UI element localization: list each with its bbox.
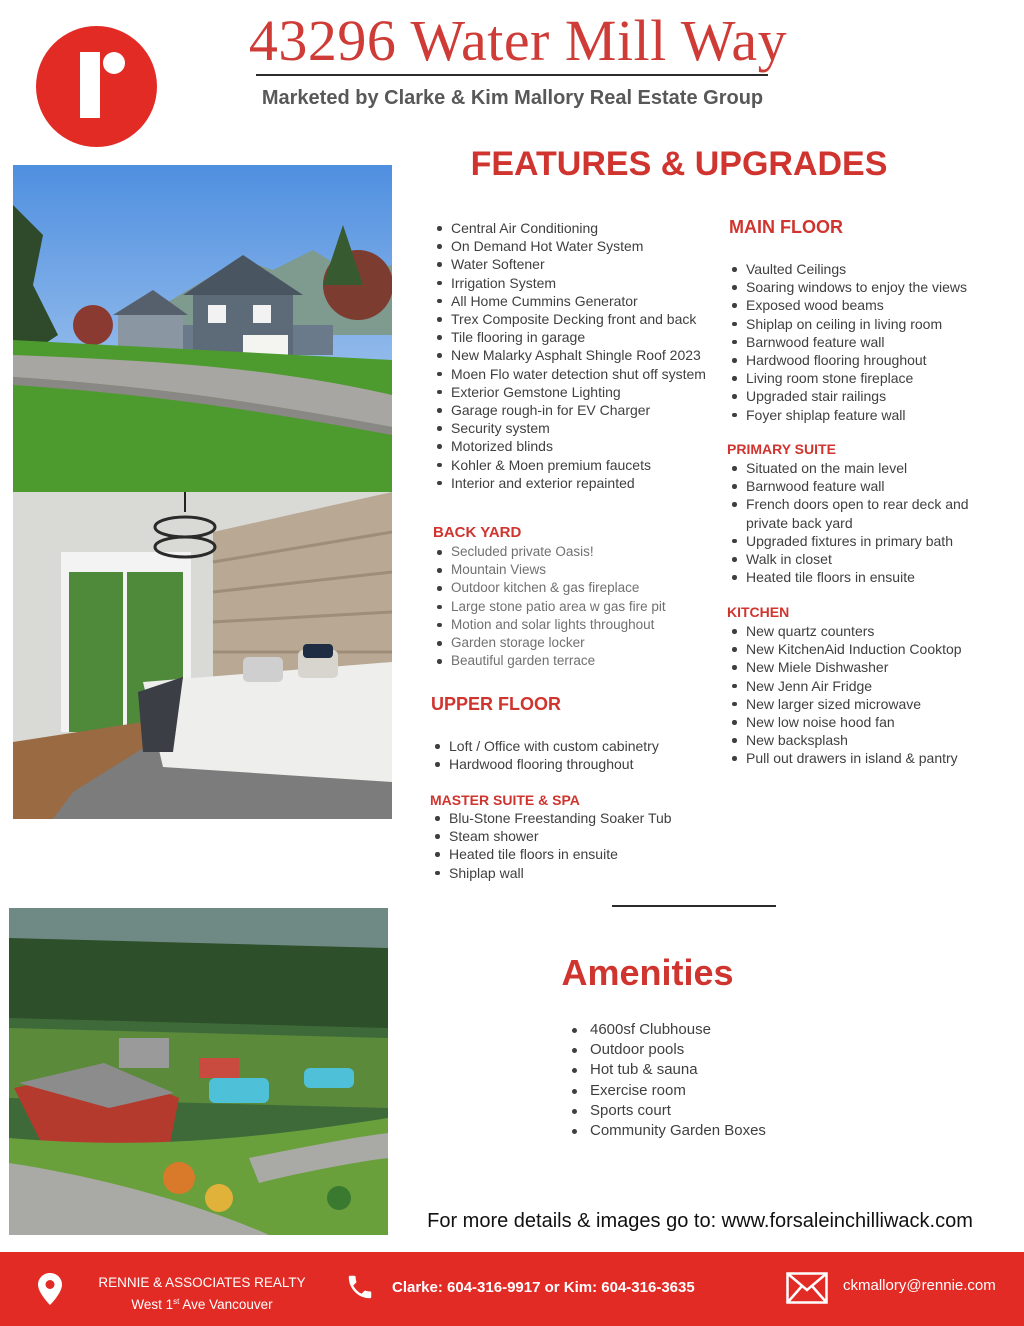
location-pin-icon	[38, 1273, 62, 1305]
list-item: New Jenn Air Fridge	[728, 677, 993, 695]
list-item: Motorized blinds	[433, 437, 713, 455]
bedroom-photo	[13, 492, 392, 819]
list-item: Outdoor kitchen & gas fireplace	[433, 579, 713, 597]
phone-icon	[345, 1272, 375, 1302]
back-yard-heading: BACK YARD	[433, 524, 522, 541]
more-details-link-text[interactable]: For more details & images go to: www.forsaleinchilliwack.com	[427, 1210, 973, 1232]
list-item: Vaulted Ceilings	[728, 260, 993, 278]
features-heading: FEATURES & UPGRADES	[470, 145, 888, 183]
list-item: Moen Flo water detection shut off system	[433, 365, 713, 383]
company-name: RENNIE & ASSOCIATES REALTY	[98, 1275, 306, 1290]
primary-suite-heading: PRIMARY SUITE	[727, 441, 836, 457]
list-item: Hardwood flooring throughout	[431, 755, 711, 773]
list-item: New Miele Dishwasher	[728, 658, 993, 676]
list-item: New KitchenAid Induction Cooktop	[728, 640, 993, 658]
upper-floor-heading: UPPER FLOOR	[431, 694, 562, 714]
list-item: Tile flooring in garage	[433, 328, 713, 346]
community-aerial-photo	[9, 908, 388, 1235]
list-item: New quartz counters	[728, 622, 993, 640]
main-floor-heading: MAIN FLOOR	[729, 217, 843, 237]
list-item: Upgraded fixtures in primary bath	[728, 532, 978, 550]
list-item: Foyer shiplap feature wall	[728, 406, 993, 424]
list-item: Sports court	[568, 1101, 766, 1121]
list-item: Heated tile floors in ensuite	[431, 845, 711, 863]
section-divider	[612, 905, 776, 907]
back-yard-list	[433, 543, 713, 670]
list-item: On Demand Hot Water System	[433, 237, 713, 255]
list-item: Soaring windows to enjoy the views	[728, 278, 993, 296]
list-item: Exposed wood beams	[728, 296, 993, 314]
list-item: Mountain Views	[433, 561, 713, 579]
list-item: Outdoor pools	[568, 1040, 766, 1060]
property-address-title: 43296 Water Mill Way	[248, 8, 788, 73]
rennie-logo	[36, 26, 157, 147]
list-item: Central Air Conditioning	[433, 219, 713, 237]
master-suite-heading: MASTER SUITE & SPA	[430, 792, 580, 808]
list-item: Trex Composite Decking front and back	[433, 310, 713, 328]
list-item: Beautiful garden terrace	[433, 652, 713, 670]
amenities-list	[568, 1020, 766, 1141]
footer-bar	[0, 1252, 1024, 1326]
marketed-by-subtitle: Marketed by Clarke & Kim Mallory Real Estate Group	[261, 87, 764, 109]
list-item: Motion and solar lights throughout	[433, 616, 713, 634]
list-item: Exterior Gemstone Lighting	[433, 383, 713, 401]
list-item: Pull out drawers in island & pantry	[728, 749, 993, 767]
company-address	[86, 1273, 318, 1314]
list-item: Garage rough-in for EV Charger	[433, 401, 713, 419]
main-floor-list	[728, 260, 993, 424]
list-item: Barnwood feature wall	[728, 333, 993, 351]
list-item: Irrigation System	[433, 274, 713, 292]
list-item: Garden storage locker	[433, 634, 713, 652]
list-item: Heated tile floors in ensuite	[728, 568, 978, 586]
list-item: Situated on the main level	[728, 459, 978, 477]
list-item: Secluded private Oasis!	[433, 543, 713, 561]
list-item: All Home Cummins Generator	[433, 292, 713, 310]
list-item: Barnwood feature wall	[728, 477, 978, 495]
office-address: West 1st Ave Vancouver	[131, 1297, 273, 1312]
list-item: Steam shower	[431, 827, 711, 845]
list-item: Blu-Stone Freestanding Soaker Tub	[431, 809, 711, 827]
title-underline	[256, 74, 768, 76]
phone-numbers[interactable]: Clarke: 604-316-9917 or Kim: 604-316-3635	[392, 1279, 695, 1296]
kitchen-list	[728, 622, 993, 768]
list-item: 4600sf Clubhouse	[568, 1020, 766, 1040]
kitchen-heading: KITCHEN	[727, 604, 790, 620]
list-item: New backsplash	[728, 731, 993, 749]
list-item: Upgraded stair railings	[728, 387, 993, 405]
list-item: Hardwood flooring hroughout	[728, 351, 993, 369]
house-exterior-photo	[13, 165, 392, 492]
primary-suite-list	[728, 459, 978, 586]
list-item: Interior and exterior repainted	[433, 474, 713, 492]
list-item: Community Garden Boxes	[568, 1121, 766, 1141]
list-item: Exercise room	[568, 1081, 766, 1101]
list-item: Living room stone fireplace	[728, 369, 993, 387]
list-item: Water Softener	[433, 255, 713, 273]
list-item: Security system	[433, 419, 713, 437]
list-item: Walk in closet	[728, 550, 978, 568]
envelope-icon	[786, 1272, 828, 1304]
list-item: Kohler & Moen premium faucets	[433, 456, 713, 474]
list-item: New low noise hood fan	[728, 713, 993, 731]
master-suite-list	[431, 809, 711, 882]
list-item: New Malarky Asphalt Shingle Roof 2023	[433, 346, 713, 364]
list-item: French doors open to rear deck and private back yard	[728, 495, 978, 531]
general-features-list	[433, 219, 713, 492]
list-item: Shiplap wall	[431, 864, 711, 882]
list-item: Large stone patio area w gas fire pit	[433, 598, 713, 616]
upper-floor-list	[431, 737, 711, 773]
list-item: New larger sized microwave	[728, 695, 993, 713]
email-address[interactable]: ckmallory@rennie.com	[843, 1277, 996, 1294]
list-item: Hot tub & sauna	[568, 1060, 766, 1080]
amenities-heading: Amenities	[561, 952, 734, 993]
list-item: Loft / Office with custom cabinetry	[431, 737, 711, 755]
list-item: Shiplap on ceiling in living room	[728, 315, 993, 333]
